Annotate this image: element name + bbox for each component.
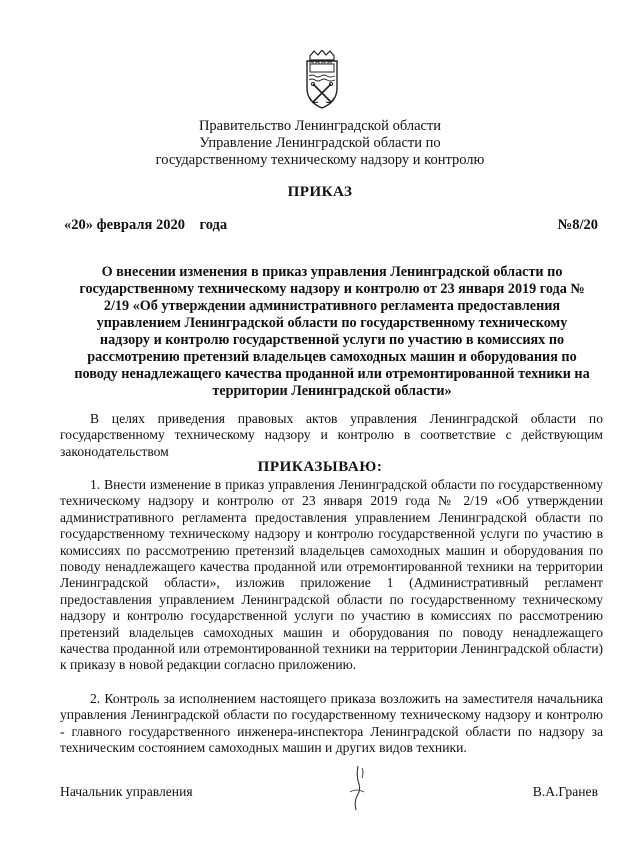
issuing-authority bbox=[0, 118, 640, 169]
coat-of-arms-icon bbox=[302, 50, 342, 110]
org-line-1: Правительство Ленинградской области bbox=[198, 118, 442, 134]
order-paragraph-1: 1. Внести изменение в приказ управления Ленинградской области по государственному техническому надзору и контролю от 23 января 2019 года № 2/19 «Об утверждении административного регламента предоставления управлением Ленинградской области по государственному техническому надзору и контролю государственной услуги по участию в комиссиях по рассмотрению претензий владельцев самоходных машин и оборудования по поводу ненадлежащего качества проданной или отремонтированной техники на территории Ленинградской области», изложив приложение 1 (Административный регламент предоставления управлением Ленинградской области по государственному техническому надзору и контролю государственной услуги по участию в комиссиях по рассмотрению претензий владельцев самоходных машин и оборудования по поводу ненадлежащего качества проданной или отремонтированной техники на территории Ленинградской области) к приказу в новой редакции согласно приложению. bbox=[60, 477, 603, 673]
document-type: ПРИКАЗ bbox=[287, 184, 353, 200]
order-heading: ПРИКАЗЫВАЮ: bbox=[257, 459, 383, 475]
signatory-name: В.А.Гранев bbox=[532, 784, 598, 799]
signatory-title: Начальник управления bbox=[60, 784, 193, 799]
order-paragraph-2: 2. Контроль за исполнением настоящего приказа возложить на заместителя начальника управления Ленинградской области по государственному техническому надзору и контролю - главного государственного инженера-инспектора Ленинградской области по надзору за техническим состоянием самоходных машин и других видов техники. bbox=[60, 691, 603, 756]
document-subject: О внесении изменения в приказ управления Ленинградской области по государственному техническому надзору и контролю от 23 января 2019 года № 2/19 «Об утверждении административного регламента предоставления управлением Ленинградской области по государственному техническому надзору и контролю государственной услуги по участию в комиссиях по рассмотрению претензий владельцев самоходных машин и оборудования по поводу ненадлежащего качества проданной или отремонтированной техники на территории Ленинградской области» bbox=[74, 264, 590, 399]
org-line-2: Управление Ленинградской области по bbox=[199, 135, 441, 151]
org-line-3: государственному техническому надзору и контролю bbox=[155, 152, 485, 168]
document-number: №8/20 bbox=[557, 217, 598, 233]
document-date: «20» февраля 2020 года bbox=[64, 217, 228, 233]
preamble-paragraph: В целях приведения правовых актов управления Ленинградской области по государственному техническому надзору и контролю в соответствие с действующим законодательством bbox=[60, 411, 603, 459]
handwritten-signature bbox=[340, 762, 374, 814]
